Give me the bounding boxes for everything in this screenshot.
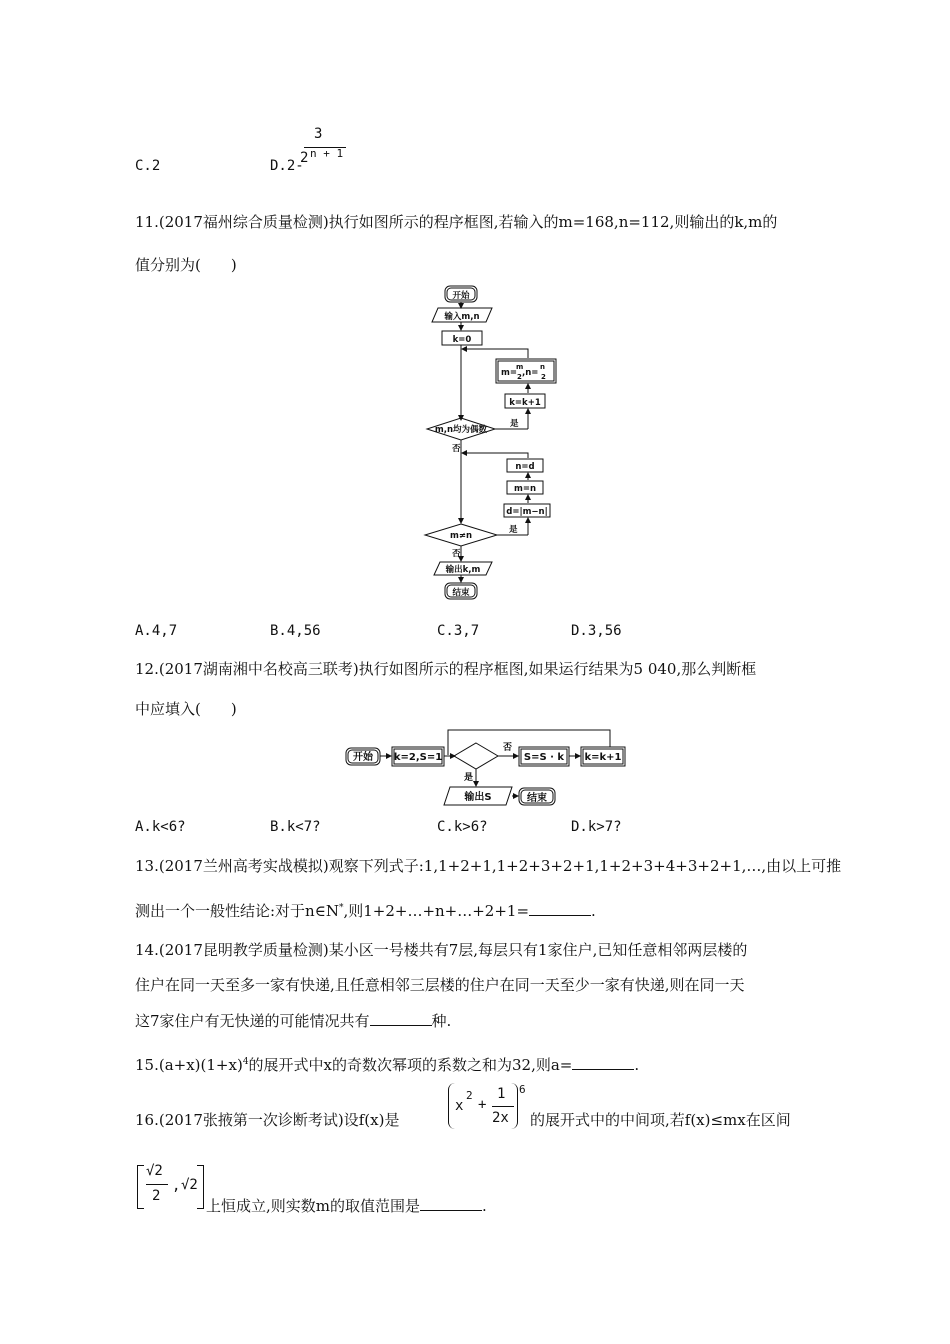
- q11-m-eq-n: m=n: [513, 484, 537, 494]
- q16-right-paren: [511, 1083, 518, 1129]
- q11-halve-sep: ,n=: [522, 368, 539, 378]
- q12-text-line2: 中应填入( ): [135, 700, 237, 718]
- q12-option-b: B.k<7?: [270, 819, 321, 835]
- q11-option-b: B.4,56: [270, 623, 321, 639]
- q12-update-s: S=S · k: [523, 752, 565, 763]
- q12-option-c: C.k>6?: [437, 819, 488, 835]
- q11-text-line1: 11.(2017福州综合质量检测)执行如图所示的程序框图,若输入的m=168,n=112,则输出的k,m的: [135, 213, 778, 231]
- q15-sup: 4: [242, 1057, 249, 1067]
- q12-text-line1: 12.(2017湖南湘中名校高三联考)执行如图所示的程序框图,如果运行结果为5 040,那么判断框: [135, 660, 757, 678]
- q11-yes2: 是: [509, 525, 518, 535]
- q10-option-d-numerator: 3: [314, 126, 323, 142]
- q16-expr-den: 2x: [492, 1110, 509, 1126]
- q13-line2-b: ,则1+2+…+n+…+2+1=: [343, 902, 530, 920]
- q12-option-a: A.k<6?: [135, 819, 186, 835]
- q14-text-line2: 住户在同一天至多一家有快递,且任意相邻三层楼的住户在同一天至少一家有快递,则在同一天: [135, 976, 745, 994]
- q10-option-d-prefix: D.2-: [270, 158, 304, 174]
- q16-answer-blank[interactable]: [420, 1196, 482, 1211]
- q14-line3-b: 种.: [431, 1012, 452, 1030]
- q16-left-bracket: [137, 1165, 144, 1209]
- q11-yes1: 是: [510, 419, 519, 429]
- q16-expr-x-sup: 2: [466, 1089, 473, 1102]
- q16-expr-num: 1: [497, 1086, 506, 1102]
- q16-end: .: [482, 1197, 487, 1215]
- q13-line2-a: 测出一个一般性结论:对于n∈N: [135, 902, 339, 920]
- q16-text-c-line: [206, 1196, 487, 1216]
- q14-text-line1: 14.(2017昆明教学质量检测)某小区一号楼共有7层,每层只有1家住户,已知任意相邻两层楼的: [135, 941, 748, 959]
- q15-answer-blank[interactable]: [572, 1055, 634, 1070]
- q16-right-bracket: [197, 1165, 204, 1209]
- q15-text-b: 的展开式中x的奇数次幂项的系数之和为32,则a=: [248, 1056, 573, 1074]
- q12-end-label: 结束: [527, 793, 547, 804]
- q16-left-paren: [448, 1083, 455, 1129]
- q11-n-eq-d: n=d: [515, 462, 535, 472]
- q11-cond-neq: m≠n: [449, 531, 473, 541]
- q12-flowchart: [340, 726, 635, 810]
- q12-no-label: 否: [503, 743, 513, 753]
- q11-no1: 否: [452, 444, 461, 454]
- q16-interval-num: √2: [146, 1163, 163, 1179]
- q11-no2: 否: [452, 549, 461, 559]
- q10-option-c: C.2: [135, 158, 161, 174]
- q11-halve-m: m=: [501, 368, 517, 378]
- q11-option-a: A.4,7: [135, 623, 178, 639]
- q12-option-d: D.k>7?: [571, 819, 622, 835]
- q13-line2-end: .: [591, 902, 596, 920]
- q10-option-d-den-base: 2: [300, 150, 309, 166]
- q16-interval-fraction-bar: [146, 1184, 168, 1185]
- q11-d-eq: d=|m−n|: [506, 507, 548, 517]
- q11-option-c: C.3,7: [437, 623, 480, 639]
- q13-answer-blank[interactable]: [529, 901, 591, 916]
- q12-init-label: k=2,S=1: [393, 752, 443, 763]
- q10-option-d-den-exp: n + 1: [310, 147, 344, 160]
- q16-expr-pow: 6: [519, 1083, 526, 1096]
- q11-end-label: 结束: [452, 588, 470, 598]
- q12-update-k: k=k+1: [584, 752, 622, 763]
- q11-input-label: 输入m,n: [444, 312, 480, 322]
- q15-text: [135, 1052, 639, 1075]
- q11-option-d: D.3,56: [571, 623, 622, 639]
- q11-k0-label: k=0: [452, 335, 472, 345]
- q11-halve-num: m: [516, 363, 524, 371]
- q14-text-line3: [135, 1011, 451, 1031]
- q11-text-line2: 值分别为( ): [135, 256, 237, 274]
- q11-cond-even: m,n均为偶数: [434, 425, 488, 435]
- q11-start-label: 开始: [452, 291, 470, 301]
- q13-line2-sup: *: [338, 903, 344, 913]
- q12-yes-label: 是: [464, 773, 474, 783]
- q16-interval-den: 2: [152, 1188, 161, 1204]
- q11-halve-den: 2: [517, 373, 522, 381]
- q14-answer-blank[interactable]: [370, 1011, 432, 1026]
- q16-interval-sep: ,: [172, 1178, 181, 1194]
- q13-text-line1: 13.(2017兰州高考实战模拟)观察下列式子:1,1+2+1,1+2+3+2+1,1+2+3+4+3+2+1,…,由以上可推: [135, 857, 842, 875]
- q16-expr-x: x: [455, 1098, 464, 1114]
- q16-expr-plus: +: [478, 1097, 487, 1113]
- q12-start-label: 开始: [353, 752, 373, 763]
- q16-text-c: 上恒成立,则实数m的取值范围是: [206, 1197, 420, 1215]
- q11-kinc-label: k=k+1: [509, 398, 541, 408]
- q11-output-label: 输出k,m: [445, 565, 481, 575]
- q11-halve-num2: n: [540, 363, 545, 371]
- q14-line3-a: 这7家住户有无快递的可能情况共有: [135, 1012, 370, 1030]
- q15-end: .: [634, 1056, 640, 1074]
- q11-halve-den2: 2: [541, 373, 546, 381]
- q12-output-label: 输出S: [464, 792, 492, 803]
- q15-text-a: 15.(a+x)(1+x): [135, 1056, 243, 1074]
- q16-text-a: 16.(2017张掖第一次诊断考试)设f(x)是: [135, 1111, 400, 1129]
- q16-interval-right: √2: [181, 1177, 198, 1193]
- q13-text-line2: [135, 898, 596, 921]
- q16-text-b: 的展开式中的中间项,若f(x)≤mx在区间: [530, 1111, 791, 1129]
- q11-flowchart: [400, 282, 590, 602]
